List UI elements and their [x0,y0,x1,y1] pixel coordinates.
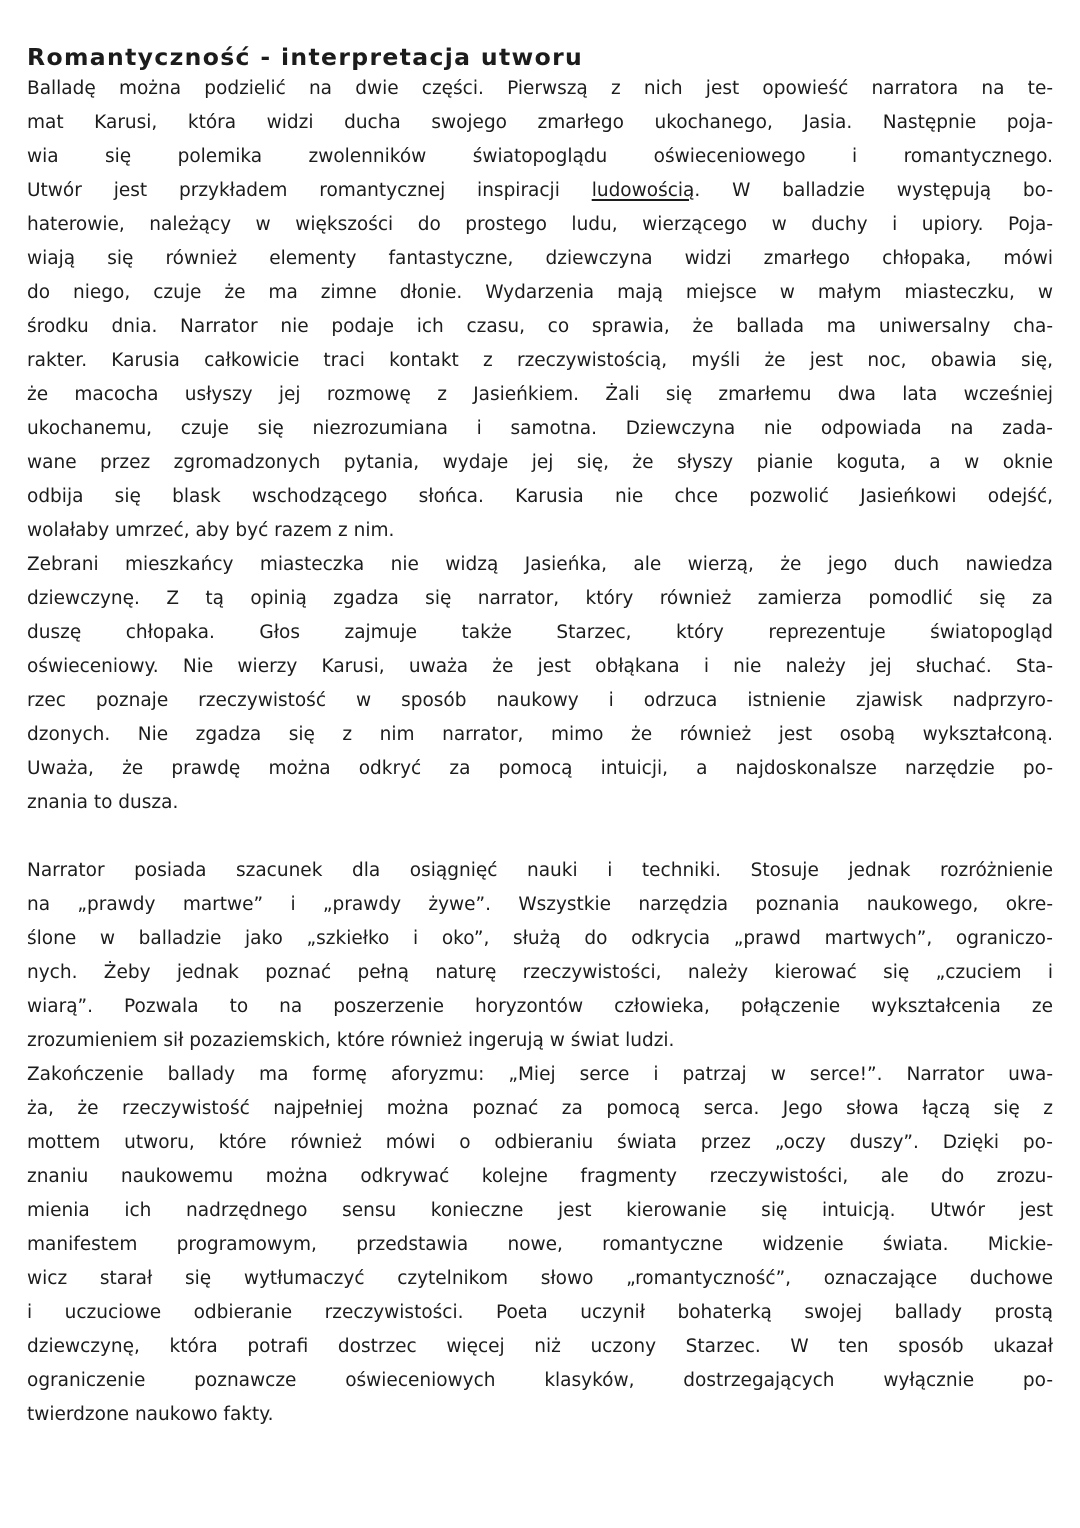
text-line [27,752,1053,786]
text-line [27,1092,1053,1126]
text-line [27,684,1053,718]
text-line [27,582,1053,616]
text-line [27,276,1053,310]
text-segment: do niego, czuje że ma zimne dłonie. Wydarzenia mają miejsce w małym miasteczku, w [27,282,1053,303]
text-segment: dzonych. Nie zgadza się z nim narrator, mimo że również jest osobą wykształconą. [27,724,1053,745]
text-line [27,1194,1053,1228]
text-segment: rakter. Karusia całkowicie traci kontakt z rzeczywistością, myśli że jest noc, obawia się, [27,350,1053,371]
text-segment: ża, że rzeczywistość najpełniej można poznać za pomocą serca. Jego słowa łączą się z [27,1098,1053,1119]
document-page [27,42,1053,1432]
text-segment: wiają się również elementy fantastyczne, dziewczyna widzi zmarłego chłopaka, mówi [27,248,1053,269]
text-segment: mat Karusi, która widzi ducha swojego zmarłego ukochanego, Jasia. Następnie poja- [27,112,1053,133]
text-line [27,1024,1053,1058]
document-body [27,72,1053,1432]
text-segment: odbija się blask wschodzącego słońca. Karusia nie chce pozwolić Jasieńkowi odejść, [27,486,1053,507]
text-line [27,72,1053,106]
text-line [27,412,1053,446]
paragraph [27,548,1053,820]
text-line [27,1126,1053,1160]
text-line [27,1330,1053,1364]
paragraph [27,1058,1053,1432]
text-segment: Utwór jest przykładem romantycznej inspiracji [27,180,592,201]
text-segment: zrozumieniem sił pozaziemskich, które również ingerują w świat ludzi. [27,1030,675,1051]
text-line [27,548,1053,582]
text-line [27,888,1053,922]
text-line [27,242,1053,276]
text-line [27,786,1053,820]
text-line [27,344,1053,378]
text-line [27,1058,1053,1092]
text-segment: że macocha usłyszy jej rozmowę z Jasieńkiem. Żali się zmarłemu dwa lata wcześniej [27,384,1053,405]
ludowosc-link[interactable]: ludowością [591,180,695,201]
paragraph [27,854,1053,1058]
text-segment: środku dnia. Narrator nie podaje ich czasu, co sprawia, że ballada ma uniwersalny cha- [27,316,1053,337]
text-line [27,1296,1053,1330]
text-segment: manifestem programowym, przedstawia nowe, romantyczne widzenie świata. Mickie- [27,1234,1053,1255]
text-line [27,1160,1053,1194]
text-segment: wane przez zgromadzonych pytania, wydaje jej się, że słyszy pianie koguta, a w oknie [27,452,1053,473]
text-segment: . W balladzie występują bo- [694,180,1053,201]
paragraph-spacer [27,820,1053,854]
paragraph [27,72,1053,548]
text-segment: znania to dusza. [27,792,179,813]
text-line [27,718,1053,752]
text-segment: oświeceniowy. Nie wierzy Karusi, uważa że jest obłąkana i nie należy jej słuchać. Sta- [27,656,1053,677]
text-line [27,310,1053,344]
text-line [27,650,1053,684]
text-line [27,616,1053,650]
page-title: Romantyczność - interpretacja utworu [27,43,584,71]
text-line [27,480,1053,514]
text-segment: i uczuciowe odbieranie rzeczywistości. Poeta uczynił bohaterką swojej ballady prostą [27,1302,1053,1323]
text-segment: twierdzone naukowo fakty. [27,1404,274,1425]
text-segment: Uważa, że prawdę można odkryć za pomocą intuicji, a najdoskonalsze narzędzie po- [27,758,1053,779]
text-segment: Zebrani mieszkańcy miasteczka nie widzą Jasieńka, ale wierzą, że jego duch nawiedza [27,554,1053,575]
text-segment: wolałaby umrzeć, aby być razem z nim. [27,520,395,541]
text-line [27,990,1053,1024]
text-segment: wiarą”. Pozwala to na poszerzenie horyzontów człowieka, połączenie wykształcenia ze [27,996,1053,1017]
text-segment: znaniu naukowemu można odkrywać kolejne fragmenty rzeczywistości, ale do zrozu- [27,1166,1053,1187]
text-segment: wicz starał się wytłumaczyć czytelnikom słowo „romantyczność”, oznaczające duchowe [27,1268,1053,1289]
text-segment: na „prawdy martwe” i „prawdy żywe”. Wszystkie narzędzia poznania naukowego, okre- [27,894,1053,915]
text-segment: dziewczynę. Z tą opinią zgadza się narrator, który również zamierza pomodlić się za [27,588,1053,609]
text-line [27,1228,1053,1262]
text-line [27,514,1053,548]
text-line [27,922,1053,956]
text-segment: ograniczenie poznawcze oświeceniowych klasyków, dostrzegających wyłącznie po- [27,1370,1053,1391]
text-line [27,378,1053,412]
text-line [27,1262,1053,1296]
text-segment: Narrator posiada szacunek dla osiągnięć nauki i techniki. Stosuje jednak rozróżnienie [27,860,1053,881]
text-line [27,1364,1053,1398]
text-line [27,854,1053,888]
text-line [27,956,1053,990]
text-segment: wia się polemika zwolenników światopoglądu oświeceniowego i romantycznego. [27,146,1053,167]
text-segment: mottem utworu, które również mówi o odbieraniu świata przez „oczy duszy”. Dzięki po- [27,1132,1053,1153]
text-segment: dziewczynę, która potrafi dostrzec więcej niż uczony Starzec. W ten sposób ukazał [27,1336,1053,1357]
text-line [27,140,1053,174]
text-line [27,446,1053,480]
text-line [27,1398,1053,1432]
text-segment: ukochanemu, czuje się niezrozumiana i samotna. Dziewczyna nie odpowiada na zada- [27,418,1053,439]
text-segment: nych. Żeby jednak poznać pełną naturę rzeczywistości, należy kierować się „czuciem i [27,962,1053,983]
text-segment: haterowie, należący w większości do prostego ludu, wierzącego w duchy i upiory. Poja- [27,214,1053,235]
text-segment: ślone w balladzie jako „szkiełko i oko”, służą do odkrycia „prawd martwych”, ograniczo- [27,928,1053,949]
text-segment: duszę chłopaka. Głos zajmuje także Starzec, który reprezentuje światopogląd [27,622,1053,643]
text-line [27,174,1053,208]
text-segment: Balladę można podzielić na dwie części. Pierwszą z nich jest opowieść narratora na te- [27,78,1053,99]
text-segment: rzec poznaje rzeczywistość w sposób naukowy i odrzuca istnienie zjawisk nadprzyro- [27,690,1053,711]
text-segment: Zakończenie ballady ma formę aforyzmu: „Miej serce i patrzaj w serce!”. Narrator uwa- [27,1064,1053,1085]
text-line [27,106,1053,140]
text-segment: mienia ich nadrzędnego sensu konieczne jest kierowanie się intuicją. Utwór jest [27,1200,1053,1221]
text-line [27,208,1053,242]
